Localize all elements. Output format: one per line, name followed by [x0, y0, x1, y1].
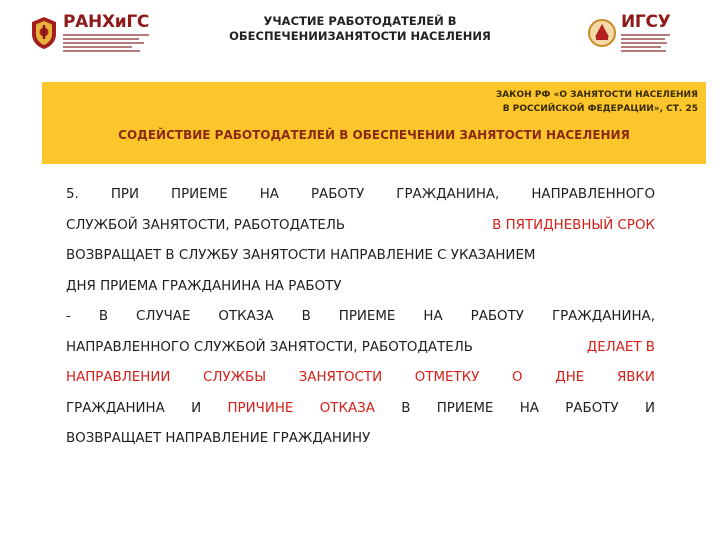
text-segment: ДНЯ ПРИЕМА ГРАЖДАНИНА НА РАБОТУ: [66, 278, 342, 294]
highlight-word: НАПРАВЛЕНИИ: [66, 370, 171, 385]
igsu-logo-subtitle: [621, 34, 670, 52]
word: И: [644, 400, 655, 416]
text-segment: ВОЗВРАЩАЕТ НАПРАВЛЕНИЕ ГРАЖДАНИНУ: [66, 431, 371, 446]
text-segment: ВОЗВРАЩАЕТ В СЛУЖБУ ЗАНЯТОСТИ НАПРАВЛЕНИЕ С УКАЗАНИЕМ: [66, 248, 536, 263]
highlight-word: О: [512, 370, 523, 385]
paragraph1-line3: [66, 241, 655, 272]
word: ГРАЖДАНИНА: [66, 400, 165, 416]
word: ОТКАЗА: [218, 309, 274, 324]
section-banner: [42, 82, 706, 164]
page-title-line2: ОБЕСПЕЧЕНИИЗАНЯТОСТИ НАСЕЛЕНИЯ: [229, 29, 491, 43]
highlight-word: ПРИЧИНЕ: [227, 400, 294, 416]
word: РАБОТУ: [310, 187, 365, 202]
ranepa-logo-subtitle: [63, 34, 149, 52]
word: СЛУЧАЕ: [136, 309, 191, 324]
igsu-emblem-icon: [588, 16, 616, 50]
paragraph2-line2: [66, 333, 655, 364]
word: РАБОТУ: [470, 309, 524, 324]
word: ПРИЕМЕ: [436, 400, 494, 416]
main-text: [66, 180, 655, 455]
word: НА: [423, 309, 443, 324]
word: ПРИ: [110, 187, 139, 202]
paragraph2-line3: [66, 363, 655, 394]
highlight-word: ЗАНЯТОСТИ: [298, 370, 383, 385]
paragraph1-line1: [66, 180, 655, 211]
highlight-word: ОТМЕТКУ: [414, 370, 480, 385]
highlight-word: СЛУЖБЫ: [203, 370, 267, 385]
paragraph1-line2: [66, 211, 655, 242]
highlight-deadline: В ПЯТИДНЕВНЫЙ СРОК: [492, 217, 655, 233]
word: ПРИЕМЕ: [338, 309, 396, 324]
text-segment: НАПРАВЛЕННОГО СЛУЖБОЙ ЗАНЯТОСТИ, РАБОТОДАТЕЛЬ: [66, 339, 473, 355]
word: НАПРАВЛЕННОГО: [531, 187, 655, 202]
word: РАБОТУ: [565, 400, 619, 416]
word: В: [301, 309, 311, 324]
paragraph1-line4: [66, 272, 655, 303]
highlight-word: ЯВКИ: [616, 370, 655, 385]
ranepa-logo: [30, 14, 165, 52]
word: В: [401, 400, 411, 416]
law-reference: [496, 88, 698, 116]
word: -: [66, 309, 71, 324]
page-title: [180, 14, 540, 44]
ranepa-logo-name: РАНХиГС: [63, 12, 150, 32]
ranepa-emblem-icon: [30, 16, 58, 50]
word: 5.: [66, 187, 79, 202]
igsu-logo: [588, 14, 706, 52]
word: В: [98, 309, 109, 324]
word: НА: [259, 187, 279, 202]
page-title-line1: УЧАСТИЕ РАБОТОДАТЕЛЕЙ В: [263, 14, 457, 28]
igsu-logo-name: ИГСУ: [621, 12, 671, 32]
law-reference-line1: ЗАКОН РФ «О ЗАНЯТОСТИ НАСЕЛЕНИЯ: [495, 90, 698, 100]
word: ПРИЕМЕ: [171, 187, 228, 202]
law-reference-line2: В РОССИЙСКОЙ ФЕДЕРАЦИИ», СТ. 25: [502, 104, 698, 114]
word: И: [191, 400, 202, 416]
word: ГРАЖДАНИНА,: [396, 187, 500, 202]
paragraph2-line1: [66, 302, 655, 333]
highlight-word: ДНЕ: [555, 370, 585, 385]
word: НА: [519, 400, 539, 416]
highlight-action: ДЕЛАЕТ В: [586, 339, 655, 355]
highlight-word: ОТКАЗА: [319, 400, 375, 416]
word: ГРАЖДАНИНА,: [551, 309, 655, 324]
paragraph2-line4: [66, 394, 655, 425]
paragraph2-line5: [66, 424, 655, 455]
text-segment: СЛУЖБОЙ ЗАНЯТОСТИ, РАБОТОДАТЕЛЬ: [66, 217, 346, 233]
section-heading: СОДЕЙСТВИЕ РАБОТОДАТЕЛЕЙ В ОБЕСПЕЧЕНИИ ЗАНЯТОСТИ НАСЕЛЕНИЯ: [118, 128, 630, 142]
